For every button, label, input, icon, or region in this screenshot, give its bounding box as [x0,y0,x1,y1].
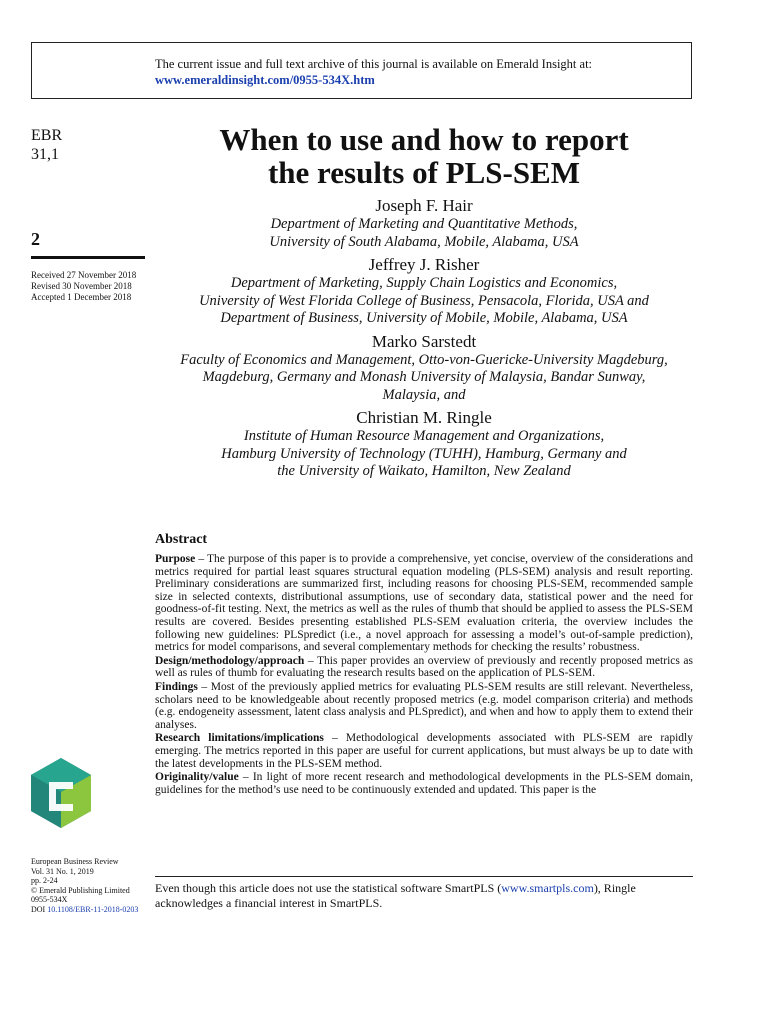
article-dates [31,270,136,303]
section-text: – In light of more recent research and methodological developments in the PLS-SEM domain, guidelines for the method’s use need to be continuously extended and updated. This paper is the [155,771,693,796]
affiliation-line: Institute of Human Resource Management and Organizations, [243,428,605,444]
abstract-findings [155,681,693,731]
section-label: Originality/value [155,771,239,784]
author-block [155,408,693,481]
affiliation-line: University of West Florida College of Business, Pensacola, Florida, USA and [199,292,649,309]
journal-abbrev: EBR [31,127,63,144]
abstract-purpose [155,553,693,654]
author-affiliation [155,428,693,481]
issn: 0955-534X [31,895,68,904]
affiliation-line: Magdeburg, Germany and Monash University of Malaysia, Bandar Sunway, [202,369,646,385]
author-block [155,332,693,405]
author-block [155,196,693,251]
notice-text: The current issue and full text archive of this journal is available on Emerald Insight at: [155,57,593,71]
date-accepted: Accepted 1 December 2018 [31,292,132,302]
abstract-heading: Abstract [155,532,208,547]
emerald-logo-icon [31,758,91,828]
title-line-1: When to use and how to report [219,122,629,157]
author-name: Christian M. Ringle [356,408,492,427]
volume-info: Vol. 31 No. 1, 2019 [31,866,94,876]
author-affiliation [155,352,693,405]
footnote-rule [155,876,693,877]
section-label: Design/methodology/approach [155,654,305,667]
journal-name: European Business Review [31,857,119,866]
section-text: – Methodological developments associated with PLS-SEM are rapidly emerging. The metrics reported in this paper are useful for current applications, but must always be up to date with the latest developments in the PLS-SEM method. [155,732,693,770]
journal-code [31,126,62,164]
section-text: – Most of the previously applied metrics for evaluating PLS-SEM results are still relevant. Nevertheless, scholars need to be knowledgeable about recently proposed metrics (e.g. model comparison criteria) and methods (e.g. endogeneity assessment, latent class analysis and PLSpredict), and when and how to apply them to extend their analyses. [155,680,693,731]
affiliation-line: Malaysia, and [382,386,466,403]
author-name: Marko Sarstedt [371,331,477,351]
page-range: pp. 2-24 [31,876,58,885]
section-label: Purpose [155,553,196,565]
doi-line [31,905,138,915]
section-text: – The purpose of this paper is to provide a comprehensive, yet concise, overview of the considerations and metrics required for partial least squares structural equation modeling (PLS-SEM) analysis and result reporting. Preliminary considerations are summarized first, including reasons for choosing PLS-SEM, recommended sample size in selected contexts, distributional assumptions, use of secondary data, statistical power and the need for goodness-of-fit testing. Next, the metrics as well as the rules of thumb that should be applied to assess the PLS-SEM results are covered. Besides presenting established PLS-SEM evaluation criteria, the overview includes the following new guidelines: PLSpredict (i.e., a novel approach for assessing a model’s out-of-sample prediction), metrics for model comparisons, and several complementary methods for checking the results’ robustness. [155,553,693,654]
author-name: Jeffrey J. Risher [368,255,480,274]
affiliation-line: Department of Marketing, Supply Chain Logistics and Economics, [230,275,618,291]
affiliation-line: Hamburg University of Technology (TUHH), Hamburg, Germany and [221,445,627,462]
journal-url-link[interactable]: www.emeraldinsight.com/0955-534X.htm [155,73,375,87]
abstract-limitations [155,732,693,770]
footnote-text-after: ), Ringle acknowledges a financial interest in SmartPLS. [155,881,636,910]
page-number: 2 [31,229,40,249]
doi-prefix: DOI [31,904,46,914]
affiliation-line: Department of Business, University of Mobile, Mobile, Alabama, USA [220,310,628,326]
section-label: Research limitations/implications [155,732,324,745]
article-title [155,123,693,189]
date-revised: Revised 30 November 2018 [31,281,132,291]
abstract-originality [155,771,693,796]
journal-access-notice [31,42,692,99]
abstract-design [155,655,693,680]
title-line-2: the results of PLS-SEM [267,155,580,190]
author-list [155,196,693,481]
affiliation-line: the University of Waikato, Hamilton, New Zealand [277,463,571,479]
author-affiliation [155,275,693,328]
author-affiliation [155,216,693,251]
section-label: Findings [155,680,198,693]
publication-info [31,857,138,914]
abstract [155,532,693,797]
date-received: Received 27 November 2018 [31,270,137,280]
section-text: – This paper provides an overview of previously and recently proposed metrics as well as rules of thumb for evaluating the research results based on the application of PLS-SEM. [155,654,693,680]
doi-link[interactable]: 10.1108/EBR-11-2018-0203 [47,904,139,914]
affiliation-line: Faculty of Economics and Management, Otto-von-Guericke-University Magdeburg, [180,351,668,368]
author-block [155,255,693,328]
footnote-text-before: Even though this article does not use the statistical software SmartPLS ( [155,881,502,895]
smartpls-link[interactable]: www.smartpls.com [501,881,594,895]
journal-volume-issue: 31,1 [31,146,59,163]
publisher: © Emerald Publishing Limited [31,885,130,895]
page-number-rule [31,256,145,259]
affiliation-line: Department of Marketing and Quantitative Methods, [270,216,578,232]
author-name: Joseph F. Hair [375,196,473,215]
footnote [155,881,693,911]
affiliation-line: University of South Alabama, Mobile, Alabama, USA [269,233,579,250]
